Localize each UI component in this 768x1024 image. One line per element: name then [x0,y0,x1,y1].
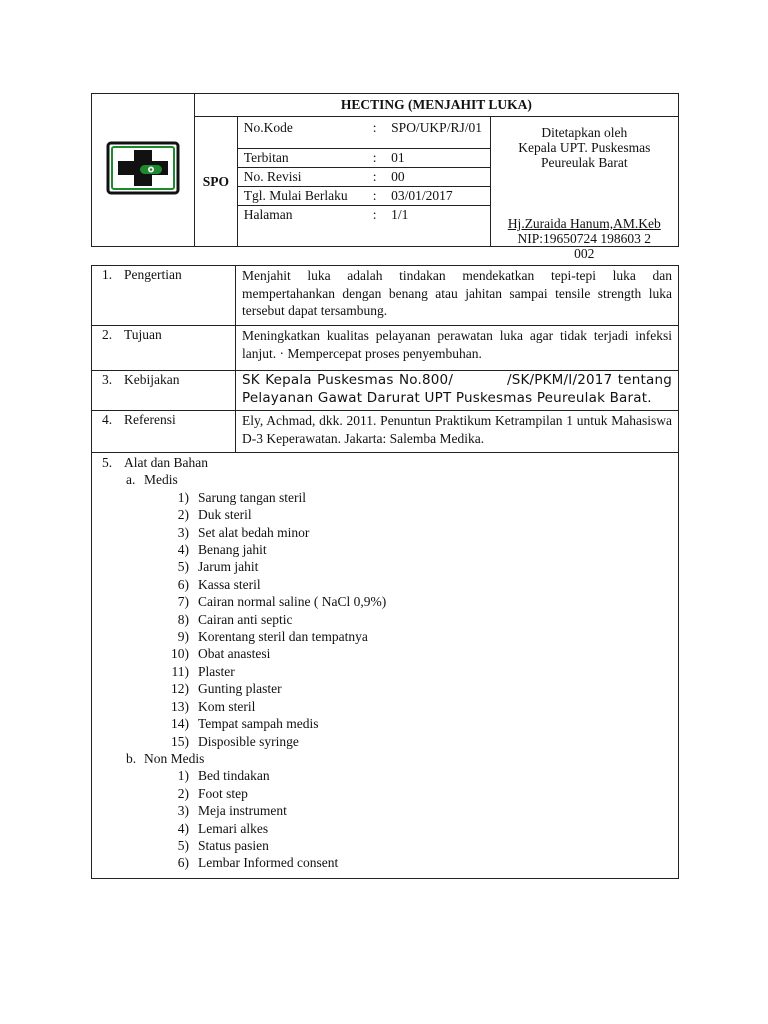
section-label: 2. Tujuan [92,326,236,371]
puskesmas-logo-icon [106,141,180,195]
list-item-text: Lembar Informed consent [198,855,339,871]
section-text: Ely, Achmad, dkk. 2011. Penuntun Praktikum Ketrampilan 1 untuk Mahasiswa D-3 Keperawatan. Jakarta: Salemba Medika. [236,411,679,453]
list-item [102,733,678,750]
list-item-number: 1) [177,768,189,784]
list-item-text: Kom steril [198,698,256,714]
list-item-number: 5) [177,837,189,853]
list-item [102,785,678,802]
list-item-text: Obat anastesi [198,646,271,662]
section-text: SK Kepala Puskesmas No.800/ /SK/PKM/I/2017 tentang Pelayanan Gawat Darurat UPT Puskesmas Peureulak Barat. [236,371,679,411]
list-item-text: Meja instrument [198,803,287,819]
list-item-number: 2) [177,785,189,801]
list-item-text: Korentang steril dan tempatnya [198,629,368,645]
list-item-number: 3) [177,524,189,540]
section-label: 4. Referensi [92,411,236,453]
list-item [102,854,678,871]
list-item [102,680,678,697]
logo-cell [92,94,195,247]
list-item-text: Status pasien [198,837,269,853]
approver-name: Hj.Zuraida Hanum,AM.Keb [507,216,661,231]
document-title: HECTING (MENJAHIT LUKA) [194,94,678,117]
list-item-number: 6) [177,855,189,871]
non-medis-list [102,767,678,871]
approval-line-1: Ditetapkan oleh [541,125,628,140]
list-item [102,837,678,854]
list-item-number: 11) [171,663,189,679]
info-label: No. Revisi [238,168,369,187]
info-label: Halaman [243,207,293,222]
list-item [102,541,678,558]
list-item-text: Gunting plaster [198,681,282,697]
list-item-number: 13) [171,698,189,714]
list-item-text: Kassa steril [198,576,261,592]
info-value: SPO/UKP/RJ/01 [385,117,489,149]
list-item [102,767,678,784]
list-item [102,611,678,628]
info-label: No.Kode [238,117,369,149]
table-row [92,326,679,371]
medis-list [102,489,678,750]
spo-label: SPO [194,117,237,247]
list-item-text: Duk steril [198,507,252,523]
info-sep: : [372,207,377,222]
list-item-number: 1) [177,489,189,505]
info-row [238,149,490,168]
list-item-text: Tempat sampah medis [198,716,319,732]
info-value: 01 [385,149,489,168]
approval-block [490,117,678,261]
info-value: 00 [385,168,489,187]
approver-nip: NIP:19650724 198603 2 [517,231,652,246]
list-item-text: Set alat bedah minor [198,524,310,540]
section-text: Menjahit luka adalah tindakan mendekatkan tepi-tepi luka dan mempertahankan dengan benang atau jahitan sampai tensile strength luka tersebut dapat tersambung. [236,266,679,326]
list-item-number: 14) [171,716,189,732]
section-label: 3. Kebijakan [92,371,236,411]
info-sep: : [369,168,385,187]
header-table [91,93,679,261]
table-row [92,266,679,326]
list-item [102,489,678,506]
subsection-non-medis: b. Non Medis [126,750,205,766]
info-row [238,187,490,206]
document-info-table [238,117,490,246]
info-row [238,206,490,247]
list-item [102,576,678,593]
list-item [102,645,678,662]
section-label: 1. Pengertian [92,266,236,326]
list-item-text: Bed tindakan [198,768,270,784]
list-item [102,593,678,610]
info-label: Terbitan [238,149,369,168]
list-item-number: 4) [177,820,189,836]
list-item [102,524,678,541]
list-item-number: 6) [177,576,189,592]
list-item [102,506,678,523]
document-info [237,117,490,247]
info-sep: : [369,117,385,149]
list-item-number: 4) [177,542,189,558]
approval-line-2: Kepala UPT. Puskesmas [518,140,651,155]
list-item-number: 5) [177,559,189,575]
approval-line-3: Peureulak Barat [541,155,628,170]
subsection-medis: a. Medis [126,472,178,488]
list-item [102,802,678,819]
list-item [102,558,678,575]
list-item-text: Disposible syringe [198,733,299,749]
list-item [102,820,678,837]
list-item-text: Cairan anti septic [198,611,293,627]
info-sep: : [369,187,385,206]
info-row [238,117,490,149]
table-row [92,371,679,411]
list-item-text: Foot step [198,785,248,801]
list-item-number: 3) [177,803,189,819]
list-item-text: Benang jahit [198,542,267,558]
list-item-number: 12) [171,681,189,697]
table-row [92,411,679,453]
list-item [102,715,678,732]
info-value: 1/1 [391,207,409,222]
section-label: 5. Alat dan Bahan [102,455,208,470]
section-text: Meningkatkan kualitas pelayanan perawatan luka agar tidak terjadi infeksi lanjut. · Mempercepat proses penyembuhan. [236,326,679,371]
list-item-text: Sarung tangan steril [198,489,306,505]
approver-nip-cont: 002 [574,246,595,261]
info-sep: : [369,149,385,168]
list-item-number: 8) [177,611,189,627]
list-item-text: Lemari alkes [198,820,269,836]
info-label: Tgl. Mulai Berlaku [238,187,369,206]
list-item-text: Jarum jahit [198,559,259,575]
list-item-number: 15) [171,733,189,749]
tools-and-materials [92,453,679,879]
list-item-text: Cairan normal saline ( NaCl 0,9%) [198,594,387,610]
list-item [102,628,678,645]
info-value: 03/01/2017 [385,187,489,206]
list-item-number: 7) [177,594,189,610]
list-item-number: 9) [177,629,189,645]
list-item-number: 2) [177,507,189,523]
table-row [92,453,679,879]
list-item [102,698,678,715]
list-item-number: 10) [171,646,189,662]
info-row [238,168,490,187]
procedure-table [91,265,679,879]
list-item [102,663,678,680]
list-item-text: Plaster [198,663,235,679]
